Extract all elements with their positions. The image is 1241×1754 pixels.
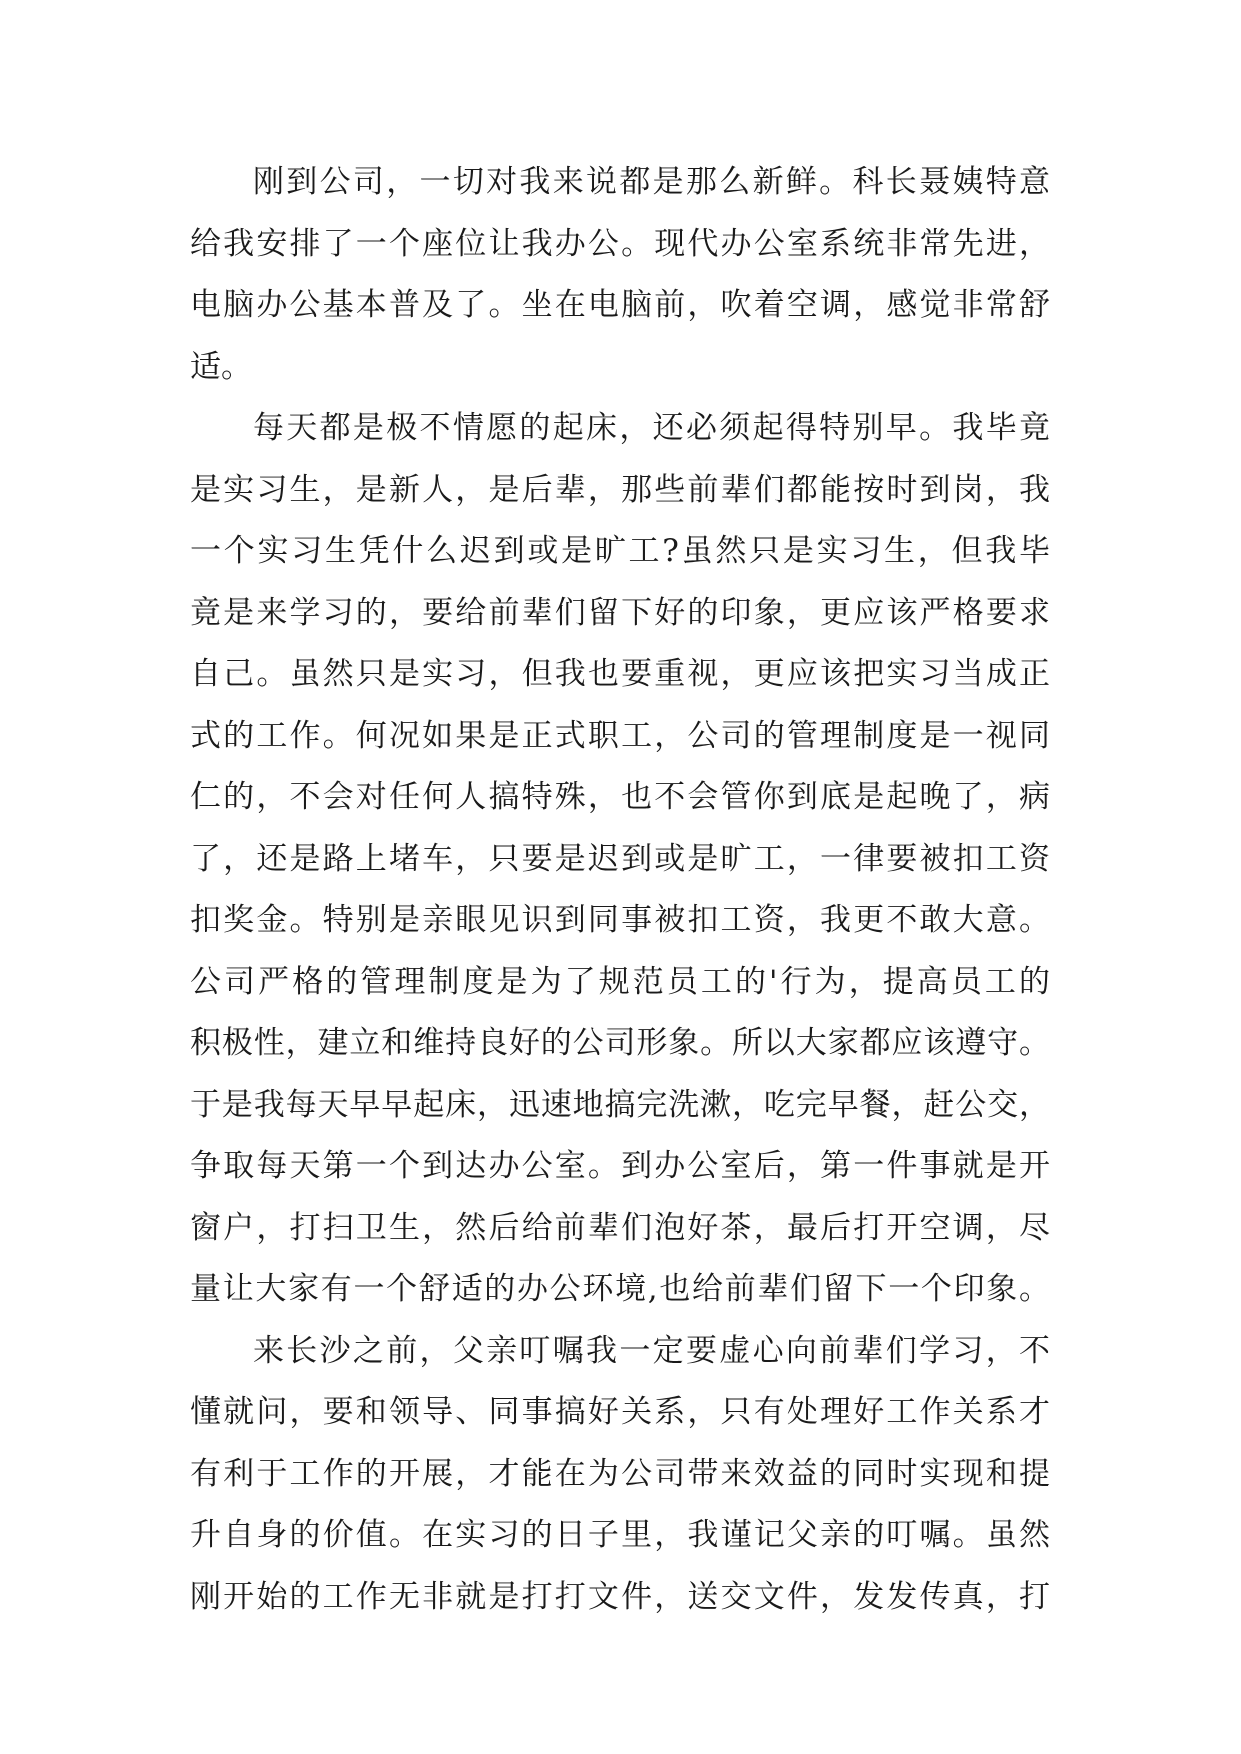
paragraph-2-line-3: 一个实习生凭什么迟到或是旷工?虽然只是实习生，但我毕 (190, 533, 1050, 569)
document-body (190, 152, 1050, 1628)
paragraph-2-line-8: 了，还是路上堵车，只要是迟到或是旷工，一律要被扣工资 (190, 840, 1050, 877)
paragraph-3-line-5: 刚开始的工作无非就是打打文件，送交文件，发发传真，打 (190, 1578, 1050, 1615)
paragraph-2-line-7: 仁的，不会对任何人搞特殊，也不会管你到底是起晚了，病 (190, 779, 1050, 815)
paragraph-2-line-13: 争取每天第一个到达办公室。到办公室后，第一件事就是开 (190, 1148, 1050, 1184)
paragraph-3-line-4: 升自身的价值。在实习的日子里，我谨记父亲的叮嘱。虽然 (190, 1517, 1050, 1553)
paragraph-2-line-9: 扣奖金。特别是亲眼见识到同事被扣工资，我更不敢大意。 (190, 902, 1050, 938)
paragraph-3-line-3: 有利于工作的开展，才能在为公司带来效益的同时实现和提 (190, 1455, 1050, 1492)
paragraph-2-line-10: 公司严格的管理制度是为了规范员工的'行为，提高员工的 (190, 963, 1050, 1000)
paragraph-2-line-12: 于是我每天早早起床，迅速地搞完洗漱，吃完早餐，赶公交， (190, 1086, 1050, 1123)
paragraph-2-line-2: 是实习生，是新人，是后辈，那些前辈们都能按时到岗，我 (190, 471, 1050, 508)
paragraph-2-line-15: 量让大家有一个舒适的办公环境,也给前辈们留下一个印象。 (190, 1271, 1050, 1307)
paragraph-1-line-1: 刚到公司，一切对我来说都是那么新鲜。科长聂姨特意 (253, 164, 1050, 200)
paragraph-1-line-2: 给我安排了一个座位让我办公。现代办公室系统非常先进， (190, 225, 1050, 262)
paragraph-1-line-4: 适。 (190, 348, 252, 385)
paragraph-3-line-1: 来长沙之前，父亲叮嘱我一定要虚心向前辈们学习，不 (253, 1332, 1050, 1369)
paragraph-1-line-3: 电脑办公基本普及了。坐在电脑前，吹着空调，感觉非常舒 (190, 287, 1050, 323)
paragraph-2-line-14: 窗户，打扫卫生，然后给前辈们泡好茶，最后打开空调，尽 (190, 1209, 1050, 1246)
paragraph-2-line-5: 自己。虽然只是实习，但我也要重视，更应该把实习当成正 (190, 656, 1050, 692)
paragraph-2-line-1: 每天都是极不情愿的起床，还必须起得特别早。我毕竟 (253, 410, 1050, 446)
paragraph-2-line-4: 竟是来学习的，要给前辈们留下好的印象，更应该严格要求 (190, 594, 1050, 631)
paragraph-2-line-6: 式的工作。何况如果是正式职工，公司的管理制度是一视同 (190, 717, 1050, 754)
paragraph-3-line-2: 懂就问，要和领导、同事搞好关系，只有处理好工作关系才 (190, 1394, 1050, 1430)
paragraph-2-line-11: 积极性，建立和维持良好的公司形象。所以大家都应该遵守。 (190, 1025, 1050, 1061)
